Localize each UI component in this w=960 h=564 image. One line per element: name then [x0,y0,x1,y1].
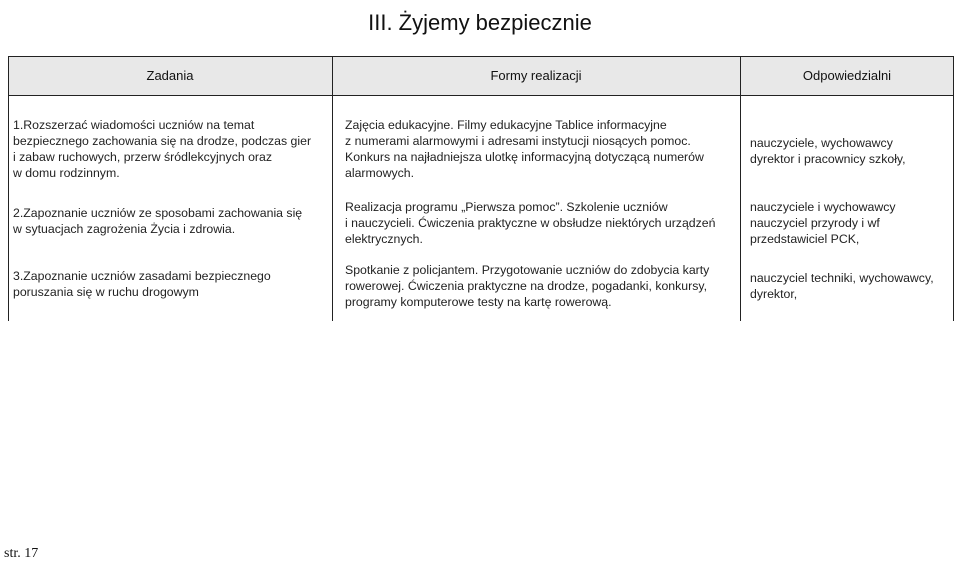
line: nauczyciel techniki, wychowawcy, [750,271,934,285]
tasks-table [8,56,954,321]
column-divider [740,57,741,321]
line: Konkurs na najładniejsza ulotkę informacyjną dotyczącą numerów [345,150,704,164]
line: 2.Zapoznanie uczniów ze sposobami zachowania się [13,206,303,220]
row3-task [13,268,271,300]
row2-task [13,205,302,237]
page-title: III. Żyjemy bezpiecznie [368,10,592,35]
row3-responsible [750,270,934,302]
line: Realizacja programu „Pierwsza pomoc”. Szkolenie uczniów [345,200,668,214]
line: w domu rodzinnym. [13,166,120,180]
line: 3.Zapoznanie uczniów zasadami bezpiecznego [13,269,271,283]
row2-forms [345,199,715,247]
line: alarmowych. [345,166,415,180]
row2-responsible [750,199,896,247]
row3-forms [345,262,709,310]
line: z numerami alarmowymi i adresami instytucji niosących pomoc. [345,134,691,148]
line: 1.Rozszerzać wiadomości uczniów na temat [13,118,255,132]
line: i zabaw ruchowych, przerw śródlekcyjnych oraz [13,150,273,164]
header-forms: Formy realizacji [490,68,582,83]
line: i nauczycieli. Ćwiczenia praktyczne w obsłudze niektórych urządzeń [345,216,716,230]
line: elektrycznych. [345,232,423,246]
line: Spotkanie z policjantem. Przygotowanie uczniów do zdobycia karty [345,263,710,277]
line: w sytuacjach zagrożenia Życia i zdrowia. [13,222,236,236]
row1-responsible [750,135,906,167]
column-divider [332,57,333,321]
header-tasks: Zadania [146,68,194,83]
line: programy komputerowe testy na kartę rowerową. [345,295,612,309]
line: nauczyciele, wychowawcy [750,136,893,150]
page-number: str. 17 [4,546,39,561]
line: rowerowej. Ćwiczenia praktyczne na drodze, pogadanki, konkursy, [345,279,708,293]
line: dyrektor, [750,287,798,301]
table-header [9,57,953,96]
line: nauczyciel przyrody i wf [750,216,880,230]
line: dyrektor i pracownicy szkoły, [750,152,906,166]
row1-forms [345,117,704,181]
header-responsible: Odpowiedzialni [802,68,892,83]
line: przedstawiciel PCK, [750,232,860,246]
line: bezpiecznego zachowania się na drodze, podczas gier [13,134,312,148]
line: Zajęcia edukacyjne. Filmy edukacyjne Tablice informacyjne [345,118,667,132]
line: poruszania się w ruchu drogowym [13,285,199,299]
line: nauczyciele i wychowawcy [750,200,896,214]
row1-task [13,117,311,181]
